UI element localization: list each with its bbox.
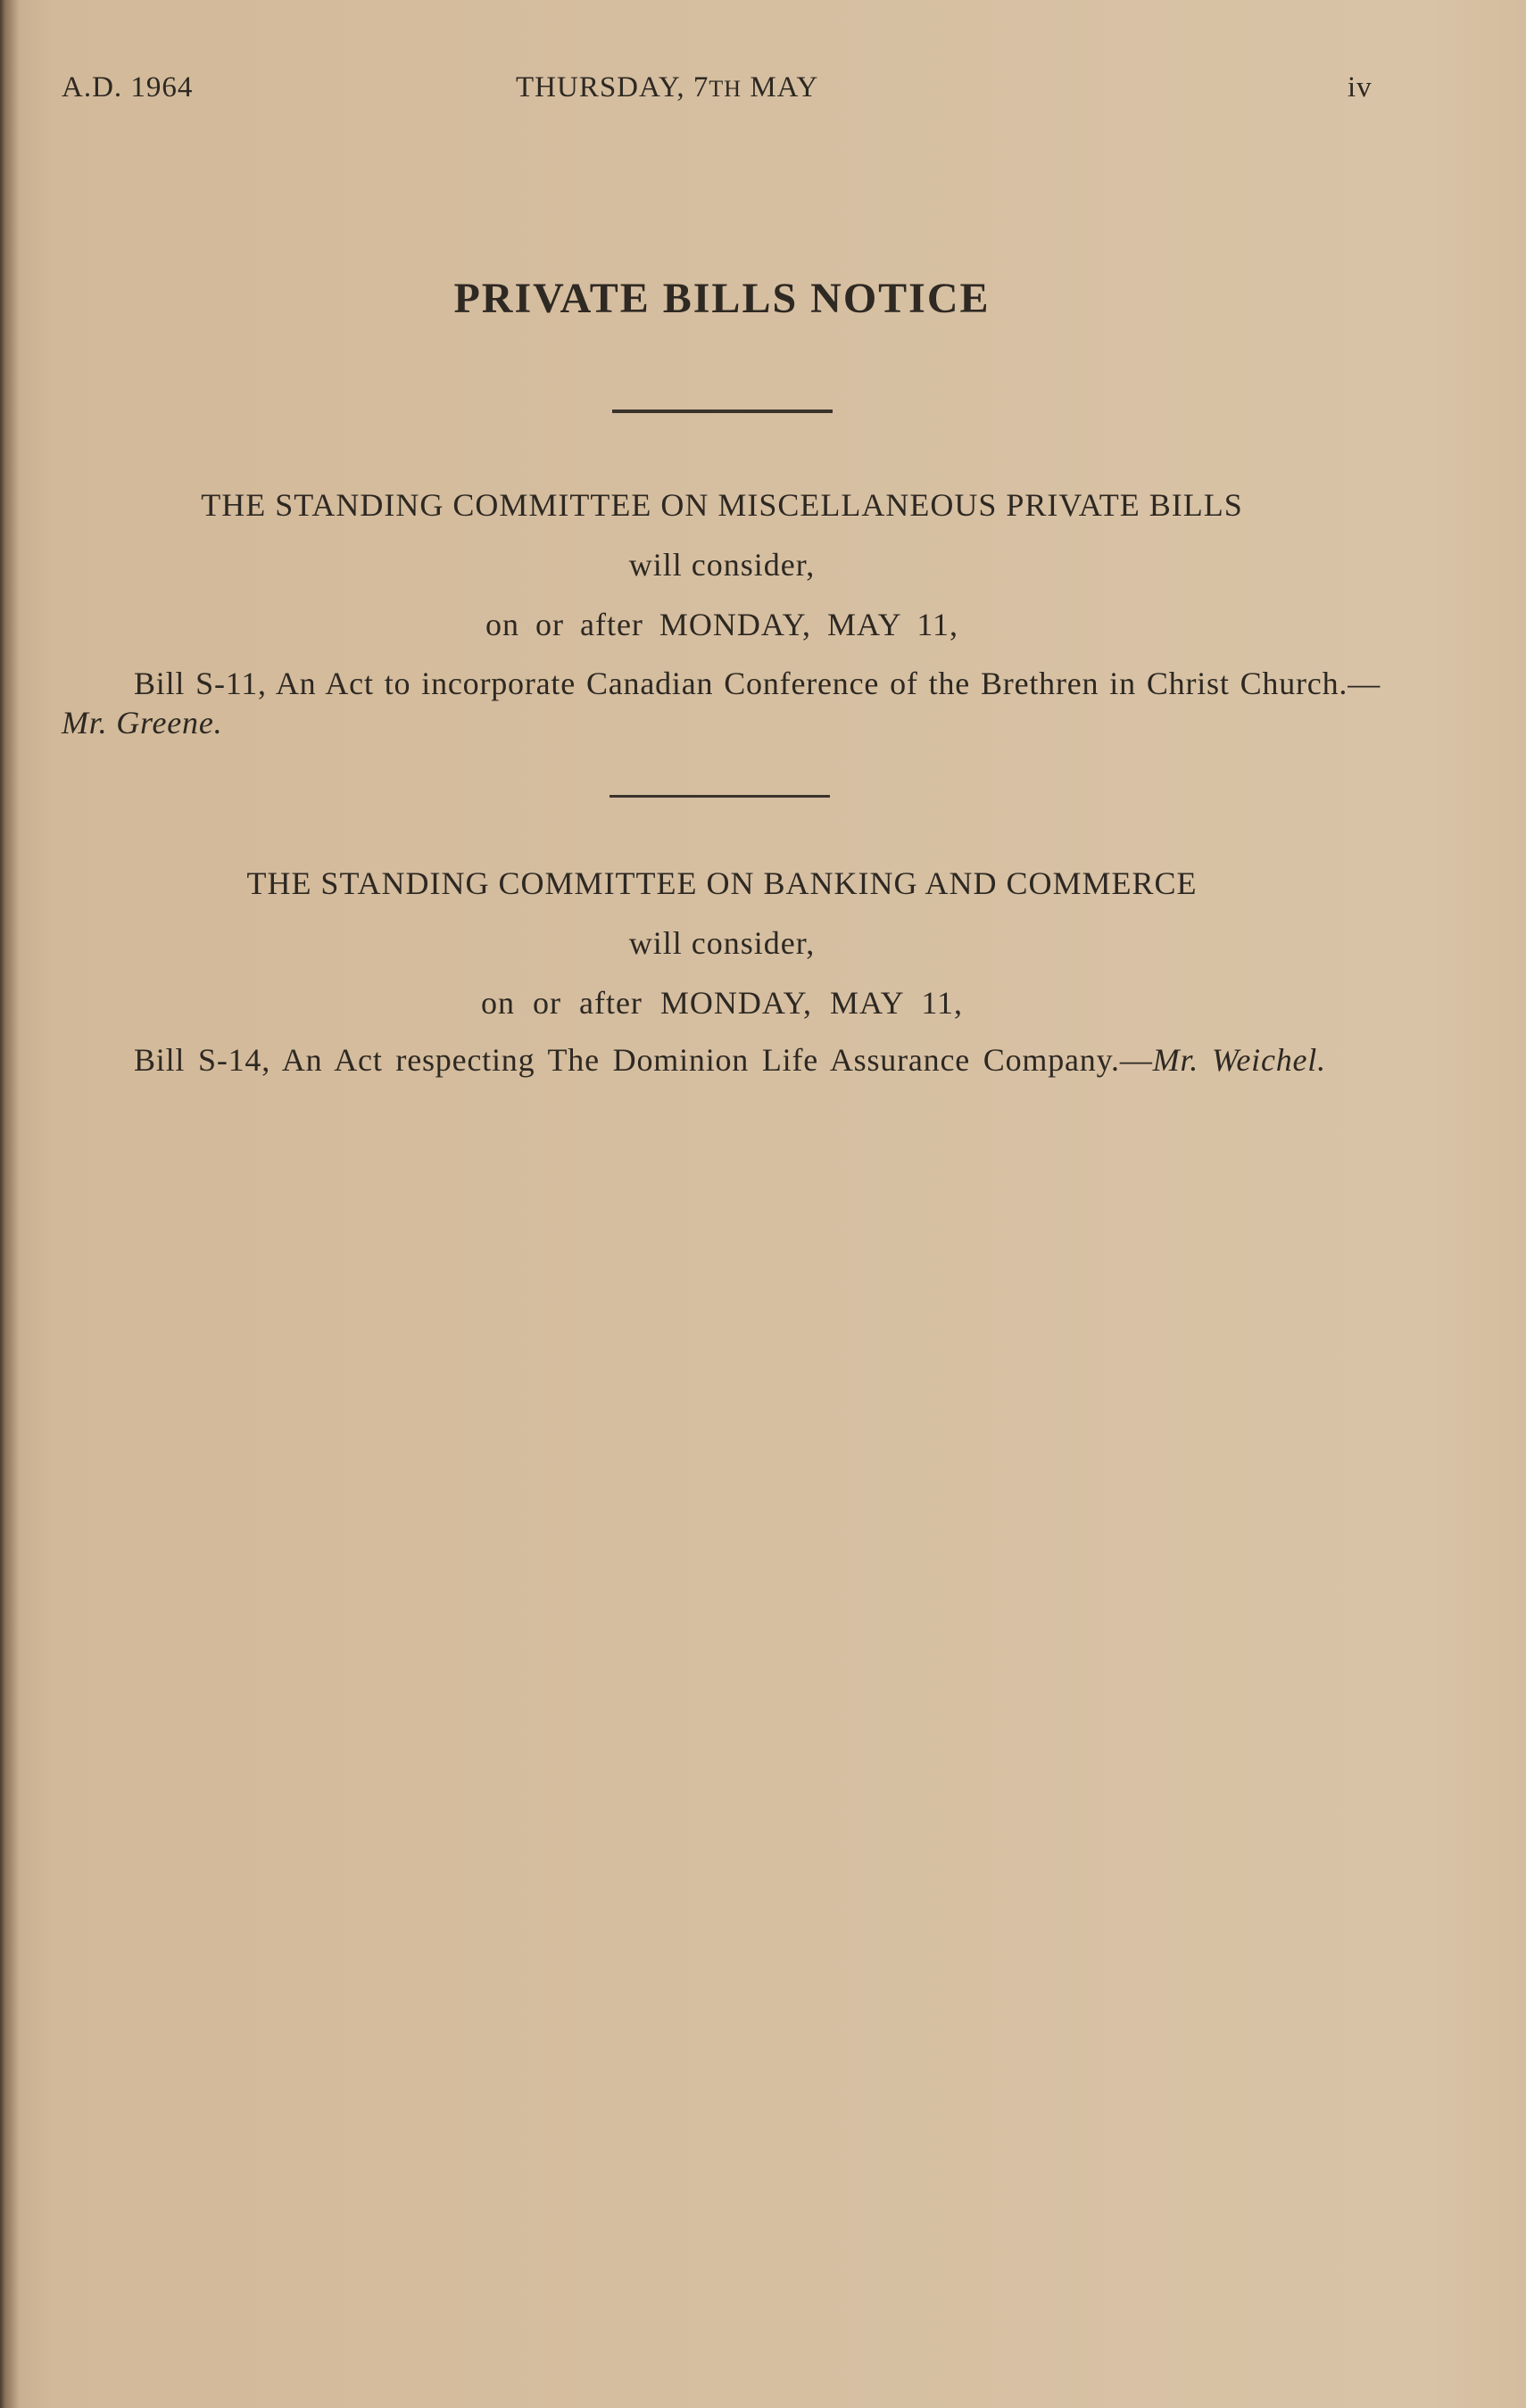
header-page-number: iv — [1348, 71, 1373, 103]
will-consider-line: will consider, — [628, 925, 816, 961]
bill-text: Bill S-11, An Act to incorporate Canadian Conference of the Brethren in Christ Church.— — [134, 666, 1381, 701]
bill-member: Mr. Weichel. — [1152, 1042, 1326, 1078]
header-date-month: MAY — [742, 71, 819, 103]
page-title: PRIVATE BILLS NOTICE — [453, 275, 991, 322]
date-line: on or after MONDAY, MAY 11, — [480, 985, 963, 1021]
running-head — [0, 71, 1526, 107]
header-date-prefix: THURSDAY, 7 — [516, 71, 709, 103]
header-date-suffix: TH — [709, 76, 742, 102]
header-year: A.D. 1964 — [62, 71, 194, 103]
date-line: on or after MONDAY, MAY 11, — [485, 607, 958, 642]
bill-member: Mr. Greene. — [62, 705, 223, 741]
bill-paragraph — [62, 1040, 1381, 1080]
committee-heading: THE STANDING COMMITTEE ON BANKING AND COMMERCE — [246, 865, 1198, 901]
will-consider-line: will consider, — [628, 547, 816, 583]
committee-heading: THE STANDING COMMITTEE ON MISCELLANEOUS PRIVATE BILLS — [201, 487, 1243, 523]
section-divider — [610, 795, 830, 798]
bill-paragraph — [62, 664, 1381, 742]
section-divider — [612, 410, 833, 413]
header-date — [516, 71, 818, 104]
bill-text: Bill S-14, An Act respecting The Dominion Life Assurance Company.— — [134, 1042, 1153, 1078]
